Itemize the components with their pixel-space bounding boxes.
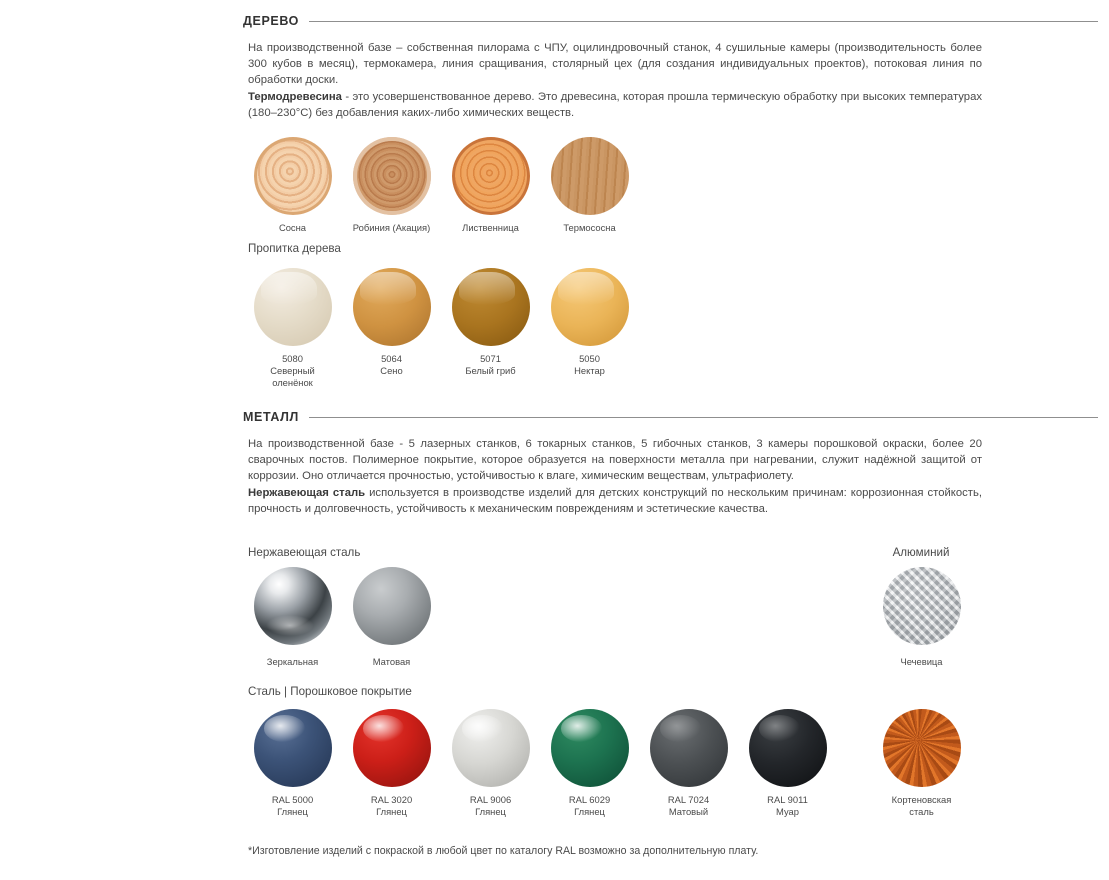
wood-paragraph-2-body: - это усовершенствованное дерево. Это древесина, которая прошла термическую обработку при высоких температурах (180–230°С) без добавления каких-либо химических веществ. xyxy=(248,91,982,120)
stainless-label-mirror: Зеркальная xyxy=(266,656,319,667)
wood-paragraph-1: На производственной базе – собственная пилорама с ЧПУ, оцилиндровочный станок, 4 сушильные камеры (производительность более 300 кубов в месяц), термокамера, линия сращивания, столярный цех (для создания индивидуальных проектов), потоковая линия по обработки доски. xyxy=(248,42,982,87)
wood-species-swatch-thermopine xyxy=(551,137,629,215)
stainless-swatch-mirror xyxy=(254,567,332,645)
powder-code: RAL 9011 xyxy=(767,794,808,805)
wood-header-divider xyxy=(309,21,1098,22)
metal-section-title: МЕТАЛЛ xyxy=(243,410,299,424)
metal-description xyxy=(248,436,982,517)
impregnation-swatch-5064 xyxy=(353,268,431,346)
wood-paragraph-2 xyxy=(248,89,982,121)
impregnation-name-line2: оленёнок xyxy=(272,376,313,388)
powder-swatch-ral-7024 xyxy=(650,709,728,787)
impregnation-code: 5050 xyxy=(579,353,600,364)
stainless-swatch-matte xyxy=(353,567,431,645)
powder-item[interactable] xyxy=(540,709,639,818)
powder-code: RAL 3020 xyxy=(370,794,413,805)
powder-row xyxy=(243,709,837,818)
wood-paragraph-2-lead: Термодревесина xyxy=(248,91,342,104)
powder-item[interactable] xyxy=(342,709,441,818)
wood-species-swatch-sosna xyxy=(254,137,332,215)
wood-species-label: Термососна xyxy=(563,222,616,233)
powder-item[interactable] xyxy=(738,709,837,818)
impregnation-name-line1: Северный xyxy=(270,364,315,376)
wood-species-swatch-robinia xyxy=(353,137,431,215)
powder-finish: Глянец xyxy=(574,805,605,817)
metal-header-divider xyxy=(309,417,1098,418)
corten-row xyxy=(872,709,971,818)
stainless-item[interactable] xyxy=(342,567,441,668)
wood-impregnation-label: Пропитка дерева xyxy=(248,242,341,255)
wood-species-item[interactable] xyxy=(540,137,639,234)
wood-species-item[interactable] xyxy=(342,137,441,234)
wood-species-item[interactable] xyxy=(441,137,540,234)
powder-code: RAL 5000 xyxy=(271,794,314,805)
aluminium-swatch-lentil xyxy=(883,567,961,645)
wood-species-label: Лиственница xyxy=(462,222,519,233)
powder-swatch-ral-9011 xyxy=(749,709,827,787)
powder-code: RAL 7024 xyxy=(667,794,710,805)
powder-swatch-ral-5000 xyxy=(254,709,332,787)
wood-species-swatch-larch xyxy=(452,137,530,215)
powder-code: RAL 6029 xyxy=(568,794,611,805)
wood-description xyxy=(248,40,982,121)
aluminium-name: Чечевица xyxy=(900,656,943,667)
impregnation-swatch-5071 xyxy=(452,268,530,346)
wood-species-row xyxy=(243,137,639,234)
corten-name-line2: сталь xyxy=(909,805,934,817)
wood-section-title: ДЕРЕВО xyxy=(243,14,299,28)
stainless-label-matte: Матовая xyxy=(372,656,411,667)
impregnation-code: 5080 xyxy=(282,353,303,364)
impregnation-swatch-5050 xyxy=(551,268,629,346)
aluminium-label: Алюминий xyxy=(892,546,950,559)
wood-species-label: Сосна xyxy=(278,222,307,233)
powder-swatch-ral-6029 xyxy=(551,709,629,787)
wood-impregnation-row xyxy=(243,268,639,388)
impregnation-name-line1: Белый гриб xyxy=(465,364,516,376)
impregnation-name-line1: Сено xyxy=(380,364,403,376)
metal-section-header xyxy=(243,410,1098,424)
wood-species-label: Робиния (Акация) xyxy=(352,222,431,233)
metal-paragraph-2-lead: Нержавеющая сталь xyxy=(248,487,366,500)
stainless-row xyxy=(243,567,441,668)
corten-name-line1: Кортеновская xyxy=(891,794,952,805)
impregnation-code: 5064 xyxy=(381,353,402,364)
stainless-label: Нержавеющая сталь xyxy=(248,546,361,559)
powder-finish: Глянец xyxy=(475,805,506,817)
stainless-item[interactable] xyxy=(243,567,342,668)
impregnation-swatch-5080 xyxy=(254,268,332,346)
powder-finish: Глянец xyxy=(277,805,308,817)
aluminium-row xyxy=(872,567,971,668)
powder-swatch-ral-9006 xyxy=(452,709,530,787)
metal-paragraph-2-body: используется в производстве изделий для детских конструкций по нескольким причинам: коррозионная стойкость, прочность и долговечность, устойчивость к механическим повреждениям и эстетические качества. xyxy=(248,487,982,516)
impregnation-item[interactable] xyxy=(540,268,639,388)
corten-swatch xyxy=(883,709,961,787)
powder-code: RAL 9006 xyxy=(469,794,512,805)
metal-paragraph-2 xyxy=(248,485,982,517)
powder-label: Сталь | Порошковое покрытие xyxy=(248,685,412,698)
wood-section-header xyxy=(243,14,1098,28)
impregnation-name-line1: Нектар xyxy=(574,364,605,376)
aluminium-item[interactable] xyxy=(872,567,971,668)
impregnation-code: 5071 xyxy=(480,353,501,364)
powder-finish: Матовый xyxy=(668,805,709,817)
powder-finish: Муар xyxy=(776,805,799,817)
impregnation-item[interactable] xyxy=(243,268,342,388)
powder-swatch-ral-3020 xyxy=(353,709,431,787)
powder-item[interactable] xyxy=(441,709,540,818)
wood-species-item[interactable] xyxy=(243,137,342,234)
powder-item[interactable] xyxy=(639,709,738,818)
impregnation-item[interactable] xyxy=(342,268,441,388)
impregnation-item[interactable] xyxy=(441,268,540,388)
powder-item[interactable] xyxy=(243,709,342,818)
corten-item[interactable] xyxy=(872,709,971,818)
powder-finish: Глянец xyxy=(376,805,407,817)
metal-paragraph-1: На производственной базе - 5 лазерных станков, 6 токарных станков, 5 гибочных станков, 3 камеры порошковой окраски, более 20 сварочных постов. Полимерное покрытие, которое образуется на поверхности металла при нагревании, служит надёжной защитой от коррозии. Оно отличается прочностью, устойчивостью к влаге, химическим веществам, ультрафиолету. xyxy=(248,438,982,483)
powder-footnote: *Изготовление изделий с покраской в любой цвет по каталогу RAL возможно за дополнительную плату. xyxy=(248,845,759,857)
